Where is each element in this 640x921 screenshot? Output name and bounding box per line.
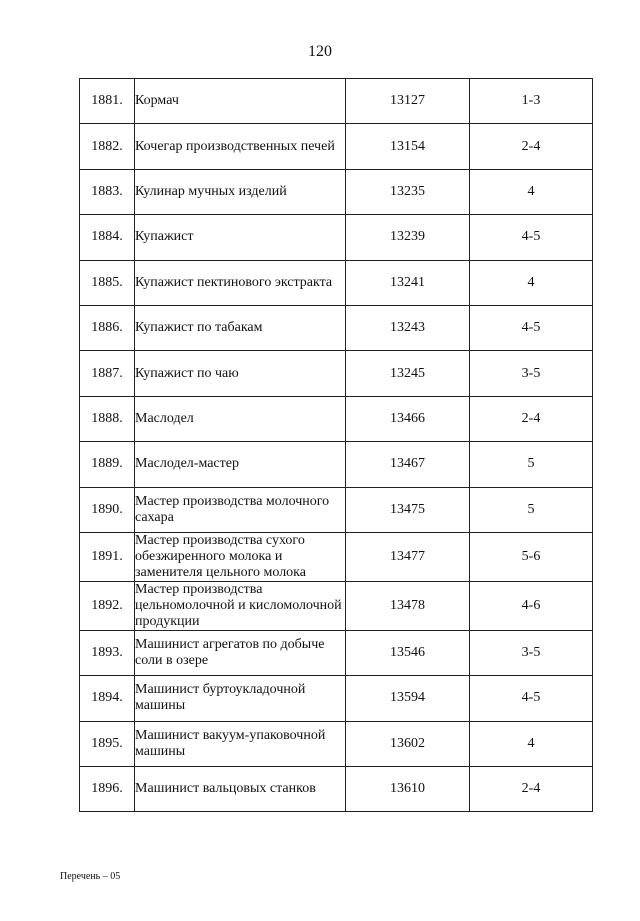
occupation-name: Кулинар мучных изделий bbox=[135, 169, 346, 214]
table-row bbox=[80, 79, 593, 124]
table-row bbox=[80, 676, 593, 721]
page-number: 120 bbox=[308, 43, 332, 60]
grade-range: 1-3 bbox=[470, 79, 593, 124]
occupations-table bbox=[79, 78, 593, 812]
table-row bbox=[80, 169, 593, 214]
occupation-code: 13467 bbox=[346, 442, 470, 487]
occupation-code: 13235 bbox=[346, 169, 470, 214]
table-row bbox=[80, 630, 593, 675]
table-row bbox=[80, 351, 593, 396]
table-row bbox=[80, 442, 593, 487]
row-number: 1886. bbox=[80, 305, 135, 350]
table-row bbox=[80, 305, 593, 350]
row-number: 1889. bbox=[80, 442, 135, 487]
row-number: 1894. bbox=[80, 676, 135, 721]
occupation-name: Мастер производства цельномолочной и кисломолочной продукции bbox=[135, 581, 346, 630]
row-number: 1895. bbox=[80, 721, 135, 766]
row-number: 1884. bbox=[80, 215, 135, 260]
table-body bbox=[80, 79, 593, 812]
grade-range: 4 bbox=[470, 260, 593, 305]
occupation-code: 13245 bbox=[346, 351, 470, 396]
grade-range: 5 bbox=[470, 442, 593, 487]
occupation-name: Маслодел bbox=[135, 396, 346, 441]
grade-range: 2-4 bbox=[470, 396, 593, 441]
grade-range: 4-5 bbox=[470, 215, 593, 260]
occupation-code: 13154 bbox=[346, 124, 470, 169]
row-number: 1888. bbox=[80, 396, 135, 441]
occupation-code: 13594 bbox=[346, 676, 470, 721]
occupation-name: Купажист по табакам bbox=[135, 305, 346, 350]
occupation-name: Мастер производства сухого обезжиренного молока и заменителя цельного молока bbox=[135, 532, 346, 581]
occupation-name: Кормач bbox=[135, 79, 346, 124]
occupation-name: Машинист вакуум-упаковочной машины bbox=[135, 721, 346, 766]
occupation-name: Машинист агрегатов по добыче соли в озере bbox=[135, 630, 346, 675]
occupation-name: Машинист буртоукладочной машины bbox=[135, 676, 346, 721]
occupation-name: Купажист по чаю bbox=[135, 351, 346, 396]
grade-range: 4 bbox=[470, 169, 593, 214]
occupation-name: Мастер производства молочного сахара bbox=[135, 487, 346, 532]
row-number: 1885. bbox=[80, 260, 135, 305]
grade-range: 4-5 bbox=[470, 676, 593, 721]
occupation-code: 13241 bbox=[346, 260, 470, 305]
table-row bbox=[80, 396, 593, 441]
grade-range: 4-5 bbox=[470, 305, 593, 350]
row-number: 1887. bbox=[80, 351, 135, 396]
table-row bbox=[80, 487, 593, 532]
occupation-name: Кочегар производственных печей bbox=[135, 124, 346, 169]
grade-range: 4 bbox=[470, 721, 593, 766]
occupation-name: Купажист пектинового экстракта bbox=[135, 260, 346, 305]
grade-range: 3-5 bbox=[470, 351, 593, 396]
occupation-code: 13610 bbox=[346, 767, 470, 812]
table-row bbox=[80, 532, 593, 581]
occupation-code: 13127 bbox=[346, 79, 470, 124]
occupation-code: 13239 bbox=[346, 215, 470, 260]
occupation-name: Купажист bbox=[135, 215, 346, 260]
occupation-code: 13546 bbox=[346, 630, 470, 675]
row-number: 1882. bbox=[80, 124, 135, 169]
table-row bbox=[80, 581, 593, 630]
footer-note: Перечень – 05 bbox=[60, 871, 121, 882]
table-row bbox=[80, 215, 593, 260]
grade-range: 5-6 bbox=[470, 532, 593, 581]
row-number: 1896. bbox=[80, 767, 135, 812]
row-number: 1893. bbox=[80, 630, 135, 675]
table-row bbox=[80, 767, 593, 812]
grade-range: 2-4 bbox=[470, 124, 593, 169]
occupation-name: Маслодел-мастер bbox=[135, 442, 346, 487]
occupation-name: Машинист вальцовых станков bbox=[135, 767, 346, 812]
row-number: 1892. bbox=[80, 581, 135, 630]
row-number: 1890. bbox=[80, 487, 135, 532]
table-row bbox=[80, 260, 593, 305]
row-number: 1881. bbox=[80, 79, 135, 124]
grade-range: 4-6 bbox=[470, 581, 593, 630]
occupation-code: 13475 bbox=[346, 487, 470, 532]
grade-range: 3-5 bbox=[470, 630, 593, 675]
occupation-code: 13478 bbox=[346, 581, 470, 630]
row-number: 1883. bbox=[80, 169, 135, 214]
occupation-code: 13466 bbox=[346, 396, 470, 441]
occupation-code: 13602 bbox=[346, 721, 470, 766]
table-row bbox=[80, 124, 593, 169]
grade-range: 5 bbox=[470, 487, 593, 532]
row-number: 1891. bbox=[80, 532, 135, 581]
table-row bbox=[80, 721, 593, 766]
grade-range: 2-4 bbox=[470, 767, 593, 812]
occupation-code: 13243 bbox=[346, 305, 470, 350]
occupation-code: 13477 bbox=[346, 532, 470, 581]
